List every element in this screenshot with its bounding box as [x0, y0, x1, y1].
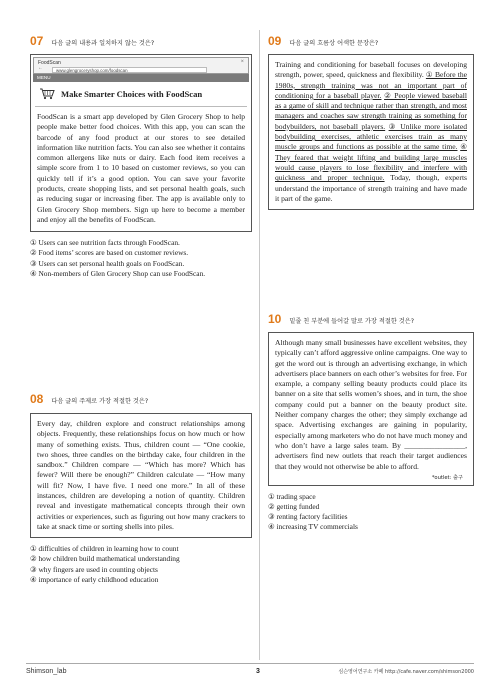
- foodscan-header: [35, 82, 247, 107]
- option-4[interactable]: ④ increasing TV commercials: [268, 522, 358, 532]
- option-3[interactable]: ③ why fingers are used in counting objects: [30, 564, 158, 574]
- option-2[interactable]: ② Food items’ scores are based on customer reviews.: [30, 248, 189, 258]
- sentence-3[interactable]: ③ Unlike more isolated bodybuilding exercises, athletic exercises train as many muscle groups and functions as possible at the same time.: [275, 121, 467, 152]
- answer-blank[interactable]: ________________: [404, 440, 466, 450]
- question-07: [30, 34, 252, 279]
- question-title: 다음 글의 주제로 가장 적절한 것은?: [51, 398, 149, 405]
- passage-part-a: Although many small businesses have excellent websites, they typically can’t afford aggressive online campaigns. One way to get the word out is through an advertising exchange, in which advertisers place banners on each other’s websites for free. For example, a company selling beauty products could place its banner on a site that sells women’s shoes, and in turn, the shoe company could put a banner on the beauty product site. Neither company charges the other; they simply exchange ad space. Advertising exchanges are gaining in popularity, especially among marketers who do not have much money and who don’t have a large sales team. By: [275, 338, 467, 450]
- passage-box: [268, 332, 474, 486]
- question-number: 10: [268, 312, 282, 326]
- option-4[interactable]: ④ importance of early childhood education: [30, 574, 159, 584]
- options-10: [268, 492, 474, 533]
- passage-part-b: , advertisers find new outlets that reach their target audiences that they would not otherwise be able to afford.: [275, 440, 467, 471]
- question-number: 07: [30, 34, 44, 48]
- option-4[interactable]: ④ Non-members of Glen Grocery Shop can use FoodScan.: [30, 268, 206, 278]
- options-08: [30, 544, 252, 585]
- passage-box: [30, 413, 252, 538]
- option-2[interactable]: ② how children build mathematical understanding: [30, 554, 180, 564]
- question-10: [268, 312, 474, 533]
- page-footer: [26, 663, 474, 675]
- passage-10: [275, 338, 467, 472]
- passage-07: FoodScan is a smart app developed by Glen Grocery Shop to help people make better food choices. With this app, you can scan the barcode of any food product at our stores to see detailed information like nutrition facts. You can also see whether it contains common allergens like nuts or dairy. Each food item receives a simple score from 1 to 10 based on customer reviews, so you can quickly tell if it’s a good option. You can save your favorite products, create shopping lists, and set personal health goals, such as reducing sugar or increasing fiber. The app is available only to Glen Grocery Shop members. Sign up here to become a member and enjoy all the benefits of FoodScan.: [37, 112, 245, 224]
- browser-tab[interactable]: FoodScan: [38, 60, 61, 66]
- question-header: [268, 34, 474, 48]
- question-title: 다음 글의 내용과 일치하지 않는 것은?: [51, 40, 155, 47]
- option-3[interactable]: ③ Users can set personal health goals on FoodScan.: [30, 258, 185, 268]
- footer-brand: Shimson_lab: [26, 668, 67, 675]
- back-arrow-icon[interactable]: ←: [38, 66, 43, 71]
- column-divider: [259, 30, 260, 660]
- close-icon[interactable]: ×: [240, 59, 244, 65]
- browser-mockup: [30, 54, 252, 232]
- right-column: [268, 34, 474, 532]
- passage-box: [268, 54, 474, 210]
- sentence-2[interactable]: ② People viewed baseball as a game of skill and technique rather than strength, and most managers and coaches saw strength training as something for bodybuilders, not baseball players.: [275, 90, 468, 131]
- option-3[interactable]: ③ renting factory facilities: [268, 512, 348, 522]
- site-menu[interactable]: MENU: [33, 74, 249, 82]
- passage-08: Every day, children explore and construct relationships among objects. Frequently, these relationships focus on how much or how many of something exists. Thus, children count — “One cookie, two shoes, three candles on the birthday cake, four children in the sandbox.” Children compare — “Which has more? Which has fewer? Will there be enough?” Children calculate — “How many will fit? Now, I have five. I need one more.” In all of these instances, children are developing a notion of quantity. Children reveal and investigate mathematical concepts through their own activities or experiences, such as figuring out how many crackers to take at snack time or sorting shells into piles.: [37, 419, 245, 531]
- shopping-cart-icon: [39, 87, 55, 100]
- foodscan-title: Make Smarter Choices with FoodScan: [61, 88, 203, 99]
- page-number: 3: [256, 668, 260, 675]
- sentence-4[interactable]: ④ They feared that weight lifting and building large muscles would cause players to lose flexibility and interfere with quickness and proper technique.: [275, 142, 467, 183]
- closing-sentence: Today, though, experts understand the importance of strength training and have made it part of the game.: [275, 173, 468, 203]
- question-08: [30, 392, 252, 585]
- options-07: [30, 238, 252, 279]
- footnote: *outlet: 출구: [431, 474, 463, 481]
- option-1[interactable]: ① trading space: [268, 491, 316, 501]
- question-header: [268, 312, 474, 326]
- option-1[interactable]: ① Users can see nutrition facts through FoodScan.: [30, 238, 180, 248]
- question-title: 밑줄 친 부분에 들어갈 말로 가장 적절한 것은?: [289, 318, 414, 325]
- browser-bar: [33, 57, 249, 74]
- question-header: [30, 34, 252, 48]
- intro-sentence: Training and conditioning for baseball focuses on developing strength, power, speed, quickness and flexibility.: [275, 60, 467, 80]
- question-header: [30, 392, 252, 406]
- passage-09: [275, 60, 467, 204]
- question-number: 09: [268, 34, 282, 48]
- question-title: 다음 글의 흐름상 어색한 문장은?: [289, 40, 379, 47]
- question-09: [268, 34, 474, 210]
- option-2[interactable]: ② getting funded: [268, 502, 320, 512]
- footer-link[interactable]: 심슨영어연구소 카페 http://cafe.naver.com/shimson2000: [338, 669, 474, 675]
- option-1[interactable]: ① difficulties of children in learning how to count: [30, 544, 179, 554]
- left-column: [30, 34, 252, 584]
- question-number: 08: [30, 392, 44, 406]
- url-bar[interactable]: www.glengroceryshop.com/foodscan: [52, 67, 207, 73]
- sentence-1[interactable]: ① Before the 1980s, strength training was not an important part of conditioning for a baseball player.: [275, 70, 468, 100]
